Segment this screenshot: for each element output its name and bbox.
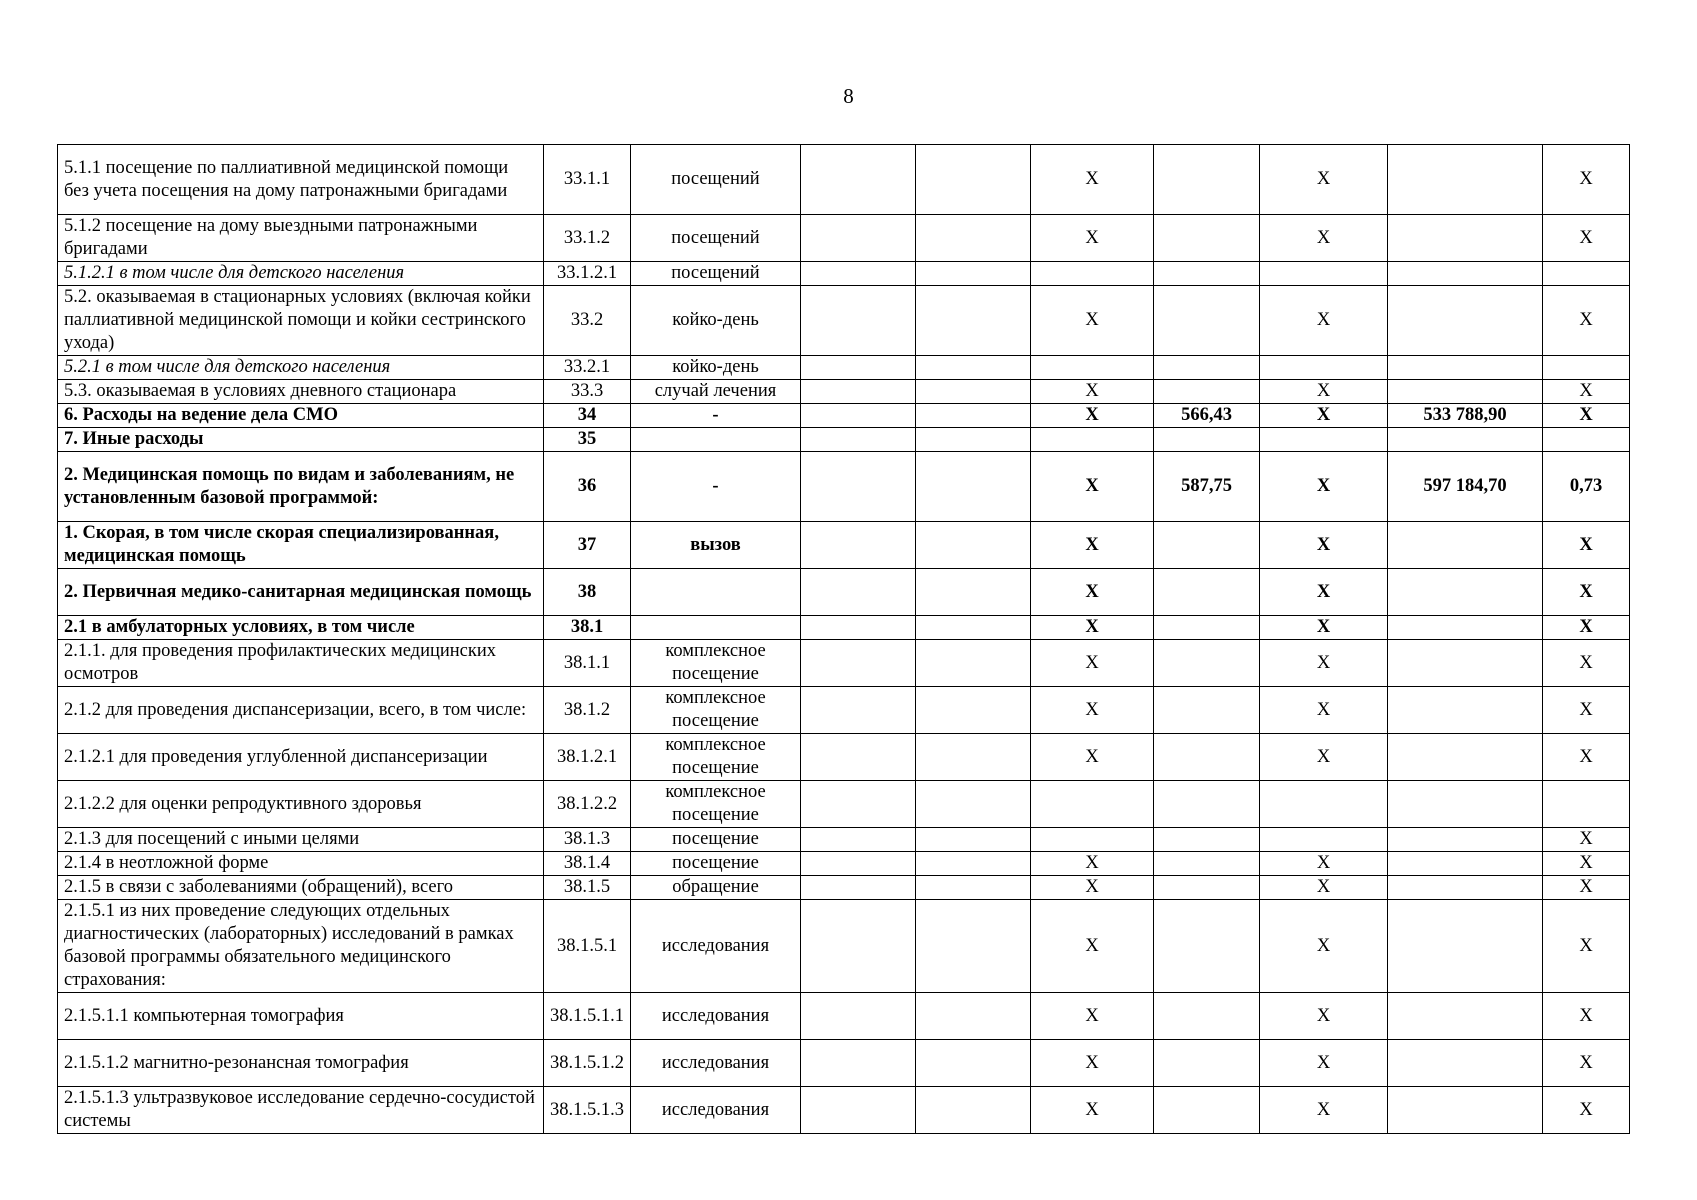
row-value-cell-c1 [801,900,916,993]
row-value-cell-c2 [916,262,1031,286]
table-row [58,1087,1630,1134]
row-value-cell-c3: Х [1031,404,1154,428]
row-code-cell: 35 [544,428,631,452]
row-code-cell: 38.1.5.1.3 [544,1087,631,1134]
row-value-cell-c3: Х [1031,852,1154,876]
row-value-cell-c6 [1388,640,1543,687]
row-value-cell-c4 [1154,876,1260,900]
row-value-cell-c6 [1388,262,1543,286]
row-value-cell-c6 [1388,428,1543,452]
row-value-cell-c3: Х [1031,876,1154,900]
row-value-cell-c1 [801,781,916,828]
row-name-cell: 2.1.1. для проведения профилактических медицинских осмотров [58,640,544,687]
row-code-cell: 38 [544,569,631,616]
row-value-cell-c3: Х [1031,1040,1154,1087]
row-code-cell: 38.1.1 [544,640,631,687]
row-code-cell: 33.2.1 [544,356,631,380]
row-value-cell-c4 [1154,781,1260,828]
row-value-cell-c2 [916,145,1031,215]
row-unit-cell: комплексное посещение [631,781,801,828]
row-value-cell-c5: Х [1260,876,1388,900]
row-unit-cell: исследования [631,993,801,1040]
table-row [58,380,1630,404]
table-row [58,452,1630,522]
row-name-cell: 5.2. оказываемая в стационарных условиях (включая койки паллиативной медицинской помощи и койки сестринского ухода) [58,286,544,356]
row-code-cell: 37 [544,522,631,569]
row-unit-cell: - [631,404,801,428]
row-name-cell: 2.1.5.1.3 ультразвуковое исследование сердечно-сосудистой системы [58,1087,544,1134]
row-name-cell: 2.1.5.1 из них проведение следующих отдельных диагностических (лабораторных) исследований в рамках базовой программы обязательного медицинского страхования: [58,900,544,993]
row-value-cell-c3: Х [1031,215,1154,262]
row-value-cell-c1 [801,569,916,616]
row-value-cell-c5: Х [1260,1087,1388,1134]
row-value-cell-c6 [1388,215,1543,262]
row-value-cell-c3: Х [1031,687,1154,734]
page-number: 8 [843,84,854,108]
row-value-cell-c5 [1260,828,1388,852]
row-value-cell-c6 [1388,900,1543,993]
table-row [58,356,1630,380]
row-value-cell-c7: Х [1543,286,1630,356]
row-value-cell-c2 [916,876,1031,900]
table-row [58,616,1630,640]
row-value-cell-c4 [1154,687,1260,734]
row-code-cell: 38.1 [544,616,631,640]
row-value-cell-c6 [1388,1040,1543,1087]
row-value-cell-c6 [1388,876,1543,900]
row-value-cell-c3: Х [1031,900,1154,993]
row-value-cell-c6 [1388,356,1543,380]
row-unit-cell: посещение [631,828,801,852]
row-value-cell-c6 [1388,993,1543,1040]
row-value-cell-c7: 0,73 [1543,452,1630,522]
row-value-cell-c6: 533 788,90 [1388,404,1543,428]
row-code-cell: 38.1.5.1.1 [544,993,631,1040]
row-value-cell-c1 [801,522,916,569]
row-value-cell-c7: Х [1543,1040,1630,1087]
row-code-cell: 36 [544,452,631,522]
row-name-cell: 6. Расходы на ведение дела СМО [58,404,544,428]
row-unit-cell: вызов [631,522,801,569]
row-value-cell-c7: Х [1543,569,1630,616]
row-value-cell-c7 [1543,781,1630,828]
table-row [58,687,1630,734]
row-value-cell-c3: Х [1031,1087,1154,1134]
row-value-cell-c7 [1543,262,1630,286]
row-value-cell-c7: Х [1543,734,1630,781]
row-value-cell-c3 [1031,356,1154,380]
table-row [58,569,1630,616]
row-value-cell-c4 [1154,356,1260,380]
table-row [58,404,1630,428]
row-value-cell-c2 [916,452,1031,522]
row-name-cell: 1. Скорая, в том числе скорая специализированная, медицинская помощь [58,522,544,569]
row-value-cell-c2 [916,616,1031,640]
row-value-cell-c4 [1154,1040,1260,1087]
row-value-cell-c3: Х [1031,145,1154,215]
row-code-cell: 38.1.4 [544,852,631,876]
row-value-cell-c2 [916,522,1031,569]
row-value-cell-c2 [916,852,1031,876]
row-value-cell-c2 [916,569,1031,616]
row-value-cell-c7 [1543,428,1630,452]
row-value-cell-c5: Х [1260,404,1388,428]
row-code-cell: 33.1.2 [544,215,631,262]
row-unit-cell: - [631,452,801,522]
row-value-cell-c5: Х [1260,900,1388,993]
row-value-cell-c7: Х [1543,900,1630,993]
row-name-cell: 2. Первичная медико-санитарная медицинская помощь [58,569,544,616]
row-value-cell-c2 [916,1040,1031,1087]
row-value-cell-c5: Х [1260,286,1388,356]
row-code-cell: 38.1.5.1 [544,900,631,993]
row-name-cell: 2.1.2 для проведения диспансеризации, всего, в том числе: [58,687,544,734]
row-value-cell-c5: Х [1260,616,1388,640]
row-code-cell: 38.1.3 [544,828,631,852]
row-value-cell-c5: Х [1260,145,1388,215]
row-value-cell-c2 [916,215,1031,262]
row-value-cell-c7: Х [1543,380,1630,404]
row-code-cell: 34 [544,404,631,428]
row-value-cell-c6 [1388,734,1543,781]
row-value-cell-c4 [1154,522,1260,569]
row-unit-cell: комплексное посещение [631,687,801,734]
row-value-cell-c5 [1260,428,1388,452]
row-unit-cell: койко-день [631,356,801,380]
row-value-cell-c1 [801,286,916,356]
row-value-cell-c1 [801,828,916,852]
row-value-cell-c2 [916,1087,1031,1134]
row-name-cell: 2.1.2.2 для оценки репродуктивного здоровья [58,781,544,828]
row-name-cell: 2. Медицинская помощь по видам и заболеваниям, не установленным базовой программой: [58,452,544,522]
row-value-cell-c5: Х [1260,569,1388,616]
row-value-cell-c5: Х [1260,215,1388,262]
row-value-cell-c4 [1154,428,1260,452]
row-value-cell-c6 [1388,828,1543,852]
row-value-cell-c3: Х [1031,380,1154,404]
row-unit-cell: посещений [631,262,801,286]
row-value-cell-c2 [916,380,1031,404]
row-value-cell-c5 [1260,262,1388,286]
row-unit-cell: посещений [631,215,801,262]
financing-table [57,144,1630,1134]
row-value-cell-c1 [801,852,916,876]
row-value-cell-c2 [916,781,1031,828]
row-value-cell-c1 [801,380,916,404]
table-row [58,522,1630,569]
row-unit-cell [631,569,801,616]
row-name-cell: 5.1.1 посещение по паллиативной медицинской помощи без учета посещения на дому патронажными бригадами [58,145,544,215]
row-value-cell-c4 [1154,734,1260,781]
row-value-cell-c6 [1388,380,1543,404]
table-row [58,215,1630,262]
row-value-cell-c4: 566,43 [1154,404,1260,428]
row-code-cell: 33.3 [544,380,631,404]
row-unit-cell: исследования [631,1087,801,1134]
row-value-cell-c5: Х [1260,522,1388,569]
row-value-cell-c2 [916,640,1031,687]
row-value-cell-c3 [1031,828,1154,852]
row-code-cell: 33.2 [544,286,631,356]
row-value-cell-c2 [916,356,1031,380]
table-row [58,993,1630,1040]
row-value-cell-c3: Х [1031,522,1154,569]
row-value-cell-c5: Х [1260,452,1388,522]
row-value-cell-c7: Х [1543,522,1630,569]
row-value-cell-c4 [1154,993,1260,1040]
row-value-cell-c4 [1154,262,1260,286]
table-row [58,1040,1630,1087]
row-unit-cell [631,616,801,640]
row-value-cell-c2 [916,900,1031,993]
row-value-cell-c4: 587,75 [1154,452,1260,522]
row-value-cell-c1 [801,1040,916,1087]
row-value-cell-c3: Х [1031,640,1154,687]
row-value-cell-c2 [916,404,1031,428]
table-row [58,828,1630,852]
row-unit-cell: случай лечения [631,380,801,404]
row-name-cell: 7. Иные расходы [58,428,544,452]
row-value-cell-c1 [801,262,916,286]
row-unit-cell: комплексное посещение [631,640,801,687]
table-row [58,734,1630,781]
row-value-cell-c4 [1154,215,1260,262]
row-value-cell-c1 [801,876,916,900]
table-row [58,781,1630,828]
row-value-cell-c5 [1260,781,1388,828]
row-value-cell-c4 [1154,569,1260,616]
table-row [58,900,1630,993]
row-name-cell: 2.1.4 в неотложной форме [58,852,544,876]
row-value-cell-c3 [1031,262,1154,286]
row-value-cell-c5: Х [1260,1040,1388,1087]
table-row [58,876,1630,900]
row-unit-cell: посещение [631,852,801,876]
row-name-cell: 2.1.5.1.1 компьютерная томография [58,993,544,1040]
row-value-cell-c5 [1260,356,1388,380]
row-value-cell-c1 [801,616,916,640]
row-name-cell: 2.1.3 для посещений с иными целями [58,828,544,852]
row-name-cell: 5.1.2.1 в том числе для детского населения [58,262,544,286]
row-value-cell-c6 [1388,522,1543,569]
row-value-cell-c7: Х [1543,640,1630,687]
row-value-cell-c3 [1031,781,1154,828]
row-name-cell: 5.3. оказываемая в условиях дневного стационара [58,380,544,404]
row-value-cell-c3 [1031,428,1154,452]
row-value-cell-c6 [1388,569,1543,616]
row-value-cell-c3: Х [1031,993,1154,1040]
row-code-cell: 38.1.5 [544,876,631,900]
table-row [58,640,1630,687]
row-value-cell-c3: Х [1031,616,1154,640]
row-unit-cell: исследования [631,900,801,993]
row-value-cell-c6 [1388,1087,1543,1134]
row-value-cell-c7: Х [1543,828,1630,852]
row-value-cell-c1 [801,356,916,380]
row-code-cell: 33.1.1 [544,145,631,215]
row-value-cell-c6 [1388,781,1543,828]
row-name-cell: 5.1.2 посещение на дому выездными патронажными бригадами [58,215,544,262]
row-name-cell: 2.1.5.1.2 магнитно-резонансная томография [58,1040,544,1087]
row-unit-cell: койко-день [631,286,801,356]
row-value-cell-c3: Х [1031,734,1154,781]
row-unit-cell: посещений [631,145,801,215]
row-unit-cell: обращение [631,876,801,900]
row-unit-cell: исследования [631,1040,801,1087]
row-value-cell-c7: Х [1543,1087,1630,1134]
row-value-cell-c4 [1154,286,1260,356]
row-value-cell-c5: Х [1260,993,1388,1040]
row-value-cell-c7: Х [1543,215,1630,262]
table-row [58,262,1630,286]
row-value-cell-c6 [1388,852,1543,876]
row-value-cell-c1 [801,145,916,215]
row-name-cell: 2.1.5 в связи с заболеваниями (обращений), всего [58,876,544,900]
row-unit-cell: комплексное посещение [631,734,801,781]
row-code-cell: 38.1.5.1.2 [544,1040,631,1087]
row-value-cell-c5: Х [1260,852,1388,876]
row-name-cell: 5.2.1 в том числе для детского населения [58,356,544,380]
row-value-cell-c7: Х [1543,876,1630,900]
row-value-cell-c1 [801,640,916,687]
row-code-cell: 38.1.2.1 [544,734,631,781]
row-value-cell-c4 [1154,616,1260,640]
row-value-cell-c1 [801,993,916,1040]
row-value-cell-c1 [801,687,916,734]
row-value-cell-c2 [916,828,1031,852]
row-value-cell-c1 [801,428,916,452]
row-value-cell-c4 [1154,640,1260,687]
row-value-cell-c1 [801,452,916,522]
table-row [58,145,1630,215]
row-value-cell-c5: Х [1260,734,1388,781]
row-value-cell-c1 [801,734,916,781]
row-value-cell-c1 [801,1087,916,1134]
row-value-cell-c4 [1154,1087,1260,1134]
row-code-cell: 38.1.2 [544,687,631,734]
table-row [58,428,1630,452]
row-value-cell-c6 [1388,616,1543,640]
row-value-cell-c7 [1543,356,1630,380]
row-unit-cell [631,428,801,452]
row-value-cell-c5: Х [1260,687,1388,734]
row-value-cell-c4 [1154,852,1260,876]
row-value-cell-c6: 597 184,70 [1388,452,1543,522]
row-value-cell-c1 [801,215,916,262]
row-value-cell-c7: Х [1543,616,1630,640]
row-value-cell-c6 [1388,286,1543,356]
row-value-cell-c7: Х [1543,145,1630,215]
row-value-cell-c4 [1154,145,1260,215]
row-code-cell: 33.1.2.1 [544,262,631,286]
row-code-cell: 38.1.2.2 [544,781,631,828]
row-value-cell-c3: Х [1031,569,1154,616]
row-value-cell-c2 [916,687,1031,734]
row-value-cell-c1 [801,404,916,428]
table-row [58,852,1630,876]
row-value-cell-c3: Х [1031,286,1154,356]
row-value-cell-c7: Х [1543,993,1630,1040]
row-value-cell-c3: Х [1031,452,1154,522]
row-value-cell-c2 [916,428,1031,452]
row-value-cell-c2 [916,993,1031,1040]
table-row [58,286,1630,356]
row-name-cell: 2.1.2.1 для проведения углубленной диспансеризации [58,734,544,781]
row-value-cell-c7: Х [1543,687,1630,734]
row-value-cell-c4 [1154,380,1260,404]
row-value-cell-c6 [1388,145,1543,215]
row-value-cell-c5: Х [1260,380,1388,404]
row-value-cell-c4 [1154,900,1260,993]
row-value-cell-c6 [1388,687,1543,734]
row-name-cell: 2.1 в амбулаторных условиях, в том числе [58,616,544,640]
row-value-cell-c5: Х [1260,640,1388,687]
row-value-cell-c7: Х [1543,404,1630,428]
row-value-cell-c7: Х [1543,852,1630,876]
row-value-cell-c4 [1154,828,1260,852]
row-value-cell-c2 [916,734,1031,781]
row-value-cell-c2 [916,286,1031,356]
